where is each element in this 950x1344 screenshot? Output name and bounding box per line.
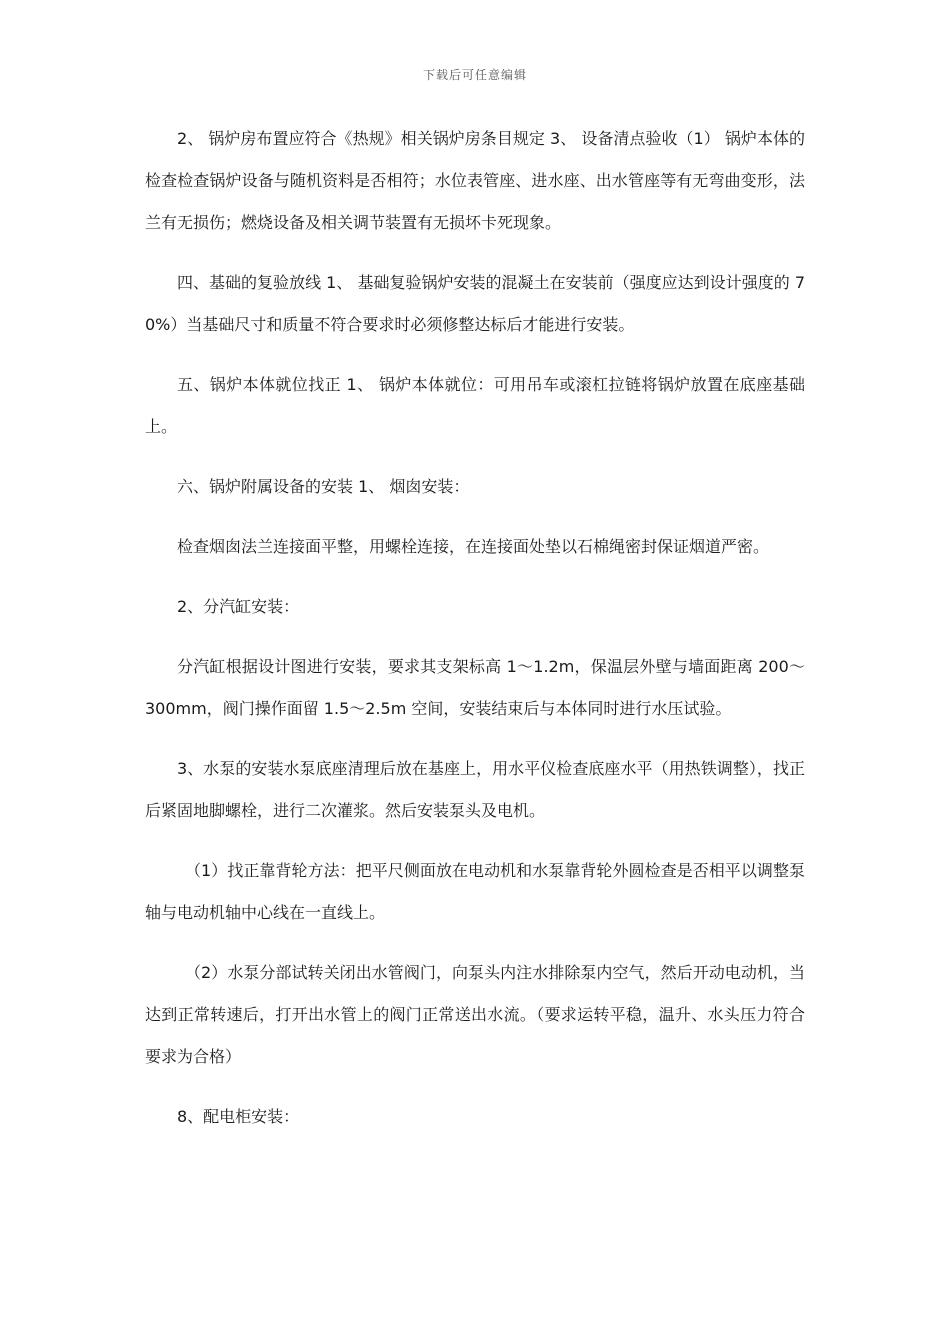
paragraph-pump-install: 3、水泵的安装水泵底座清理后放在基座上，用水平仪检查底座水平（用热铁调整），找正后紧固地脚螺栓，进行二次灌浆。然后安装泵头及电机。 (145, 759, 805, 820)
paragraph-boiler-room-layout: 2、 锅炉房布置应符合《热规》相关锅炉房条目规定 3、 设备清点验收（1） 锅炉本体的检查检查锅炉设备与随机资料是否相符；水位表管座、进水座、出水管座等有无弯曲变形，法兰有无损伤；燃烧设备及相关调节装置有无损坏卡死现象。 (145, 129, 805, 232)
paragraph-chimney-check: 检查烟囱法兰连接面平整，用螺栓连接，在连接面处垫以石棉绳密封保证烟道严密。 (177, 537, 770, 556)
paragraph-header-install-heading: 2、分汽缸安装： (177, 597, 300, 616)
paragraph-switchgear-heading: 8、配电柜安装： (177, 1107, 300, 1126)
paragraph-coupling-alignment: （1）找正靠背轮方法：把平尺侧面放在电动机和水泵靠背轮外圆检查是否相平以调整泵轴与电动机轴中心线在一直线上。 (145, 861, 805, 922)
document-body (145, 118, 805, 1156)
paragraph-foundation-check: 四、基础的复验放线 1、 基础复验锅炉安装的混凝土在安装前（强度应达到设计强度的 70%）当基础尺寸和质量不符合要求时必须修整达标后才能进行安装。 (145, 273, 805, 334)
paragraph-header-install: 分汽缸根据设计图进行安装，要求其支架标高 1～1.2m，保温层外壁与墙面距离 200～300mm，阀门操作面留 1.5～2.5m 空间，安装结束后与本体同时进行水压试验。 (145, 657, 805, 718)
paragraph-pump-trial-run: （2）水泵分部试转关闭出水管阀门，向泵头内注水排除泵内空气，然后开动电动机，当达到正常转速后，打开出水管上的阀门正常送出水流。（要求运转平稳，温升、水头压力符合要求为合格） (145, 963, 805, 1066)
paragraph-auxiliary-heading: 六、锅炉附属设备的安装 1、 烟囱安装： (177, 477, 470, 496)
paragraph-boiler-positioning: 五、锅炉本体就位找正 1、 锅炉本体就位：可用吊车或滚杠拉链将锅炉放置在底座基础上。 (145, 375, 805, 436)
page-header: 下载后可任意编辑 (422, 68, 527, 82)
